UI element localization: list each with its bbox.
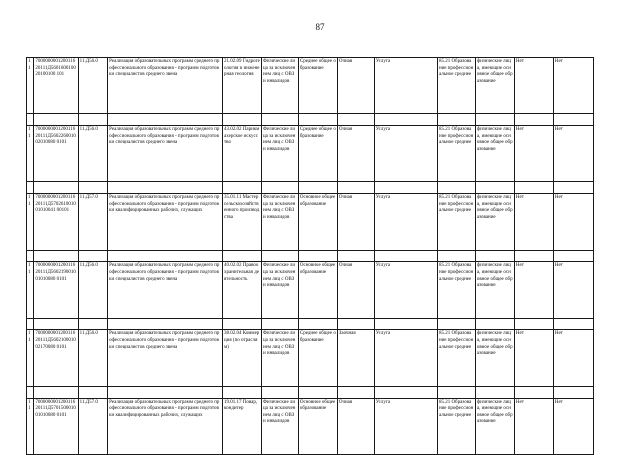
- row-spacer: [27, 318, 594, 330]
- service-type-cell: Услуга: [374, 330, 437, 386]
- service-type-cell: Услуга: [374, 262, 437, 318]
- spacer-cell: [553, 114, 593, 126]
- spacer-cell: [27, 386, 34, 398]
- spacer-cell: [514, 250, 553, 262]
- row-number-cell: 11: [27, 126, 34, 182]
- spacer-cell: [514, 114, 553, 126]
- flag-cell: Нет: [514, 398, 553, 454]
- service-group-cell: 11.Д57.0: [78, 194, 108, 250]
- okved-cell: 85.21 Образование профессиональное среднее: [437, 398, 475, 454]
- service-group-cell: 11.Д57.0: [78, 398, 108, 454]
- flag-cell: Нет: [514, 330, 553, 386]
- service-type-cell: Услуга: [374, 194, 437, 250]
- spacer-cell: [223, 386, 262, 398]
- table-row: [27, 330, 594, 386]
- spacer-cell: [27, 318, 34, 330]
- consumers-cell: физические лица, имеющие основное общее образование: [475, 126, 514, 182]
- flag-cell: Нет: [514, 58, 553, 114]
- spacer-cell: [108, 318, 223, 330]
- service-group-cell: 11.Д56.0: [78, 58, 108, 114]
- row-number-cell: 11: [27, 330, 34, 386]
- base-education-cell: Основное общее образование: [298, 262, 337, 318]
- spacer-cell: [298, 386, 337, 398]
- spacer-cell: [78, 114, 108, 126]
- consumers-cell: физические лица, имеющие основное общее образование: [475, 262, 514, 318]
- row-number-cell: 11: [27, 194, 34, 250]
- spacer-cell: [223, 114, 262, 126]
- spacer-cell: [298, 318, 337, 330]
- consumer-category-cell: Физические лица за исключением лиц с ОВЗ и инвалидов: [261, 58, 298, 114]
- spacer-cell: [34, 386, 78, 398]
- spacer-cell: [437, 250, 475, 262]
- consumer-category-cell: Физические лица за исключением лиц с ОВЗ и инвалидов: [261, 398, 298, 454]
- specialty-cell: 35.01.11 Мастер сельскохозяйственного производства: [223, 194, 262, 250]
- specialty-cell: 21.02.09 Гидрогеология и инженерная геология: [223, 58, 262, 114]
- study-form-cell: Очная: [337, 262, 374, 318]
- flag-cell: Нет: [553, 58, 593, 114]
- specialty-cell: 19.01.17 Повар, кондитер: [223, 398, 262, 454]
- flag-cell: Нет: [553, 126, 593, 182]
- study-form-cell: Очная: [337, 194, 374, 250]
- spacer-cell: [298, 114, 337, 126]
- spacer-cell: [475, 182, 514, 194]
- spacer-cell: [374, 114, 437, 126]
- service-group-cell: 11.Д56.0: [78, 262, 108, 318]
- spacer-cell: [298, 182, 337, 194]
- consumers-cell: физические лица, имеющие основное общее образование: [475, 194, 514, 250]
- consumer-category-cell: Физические лица за исключением лиц с ОВЗ и инвалидов: [261, 330, 298, 386]
- spacer-cell: [437, 318, 475, 330]
- flag-cell: Нет: [514, 126, 553, 182]
- spacer-cell: [437, 182, 475, 194]
- study-form-cell: Очная: [337, 58, 374, 114]
- consumers-cell: физические лица, имеющие основное общее образование: [475, 398, 514, 454]
- spacer-cell: [261, 114, 298, 126]
- service-name-cell: Реализация образовательных программ среднего профессионального образования - программ подготовки специалистов среднего звена: [108, 262, 223, 318]
- okved-cell: 85.21 Образование профессиональное среднее: [437, 330, 475, 386]
- service-group-cell: 11.Д56.0: [78, 126, 108, 182]
- spacer-cell: [514, 182, 553, 194]
- consumers-cell: физические лица, имеющие основное общее образование: [475, 330, 514, 386]
- row-number-cell: 11: [27, 58, 34, 114]
- study-form-cell: Очная: [337, 126, 374, 182]
- row-number-cell: 11: [27, 262, 34, 318]
- page-number: 87: [315, 22, 325, 32]
- base-education-cell: Основное общее образование: [298, 194, 337, 250]
- spacer-cell: [223, 182, 262, 194]
- consumer-category-cell: Физические лица за исключением лиц с ОВЗ и инвалидов: [261, 126, 298, 182]
- table-row: [27, 194, 594, 250]
- table-row: [27, 58, 594, 114]
- base-education-cell: Основное общее образование: [298, 398, 337, 454]
- spacer-cell: [337, 114, 374, 126]
- flag-cell: Нет: [553, 398, 593, 454]
- spacer-cell: [337, 250, 374, 262]
- service-name-cell: Реализация образовательных программ среднего профессионального образования - программ подготовки квалифицированных рабочих, служащих: [108, 398, 223, 454]
- registry-code-cell: 700000000120011620111Д560210001002170080 0101: [34, 330, 78, 386]
- service-type-cell: Услуга: [374, 398, 437, 454]
- spacer-cell: [78, 182, 108, 194]
- spacer-cell: [108, 250, 223, 262]
- flag-cell: Нет: [553, 194, 593, 250]
- spacer-cell: [374, 318, 437, 330]
- spacer-cell: [337, 318, 374, 330]
- specialty-cell: 40.02.02 Правоохранительная деятельность: [223, 262, 262, 318]
- registry-code-cell: 700000000120011620111Д570150001001010080 0101: [34, 398, 78, 454]
- row-spacer: [27, 386, 594, 398]
- table-row: [27, 262, 594, 318]
- spacer-cell: [27, 114, 34, 126]
- spacer-cell: [27, 250, 34, 262]
- registry-code-cell: 700000000120011620111Д570261001001010041 00101: [34, 194, 78, 250]
- spacer-cell: [475, 386, 514, 398]
- okved-cell: 85.21 Образование профессиональное среднее: [437, 262, 475, 318]
- flag-cell: Нет: [553, 330, 593, 386]
- registry-code-cell: 700000000120011620111Д560219001001010080 0101: [34, 262, 78, 318]
- service-group-cell: 11.Д56.0: [78, 330, 108, 386]
- table-row: [27, 126, 594, 182]
- service-type-cell: Услуга: [374, 58, 437, 114]
- row-spacer: [27, 182, 594, 194]
- table-row: [27, 398, 594, 454]
- spacer-cell: [261, 250, 298, 262]
- registry-code-cell: 700000000120011620111Д560160010020100100 101: [34, 58, 78, 114]
- okved-cell: 85.21 Образование профессиональное среднее: [437, 58, 475, 114]
- spacer-cell: [78, 386, 108, 398]
- service-name-cell: Реализация образовательных программ среднего профессионального образования - программ подготовки квалифицированных рабочих, служащих: [108, 194, 223, 250]
- spacer-cell: [261, 386, 298, 398]
- base-education-cell: Среднее общее образование: [298, 58, 337, 114]
- spacer-cell: [514, 386, 553, 398]
- registry-table: [26, 57, 594, 455]
- okved-cell: 85.21 Образование профессиональное среднее: [437, 126, 475, 182]
- spacer-cell: [223, 318, 262, 330]
- spacer-cell: [475, 114, 514, 126]
- spacer-cell: [261, 182, 298, 194]
- spacer-cell: [261, 318, 298, 330]
- spacer-cell: [374, 250, 437, 262]
- service-name-cell: Реализация образовательных программ среднего профессионального образования - программ подготовки специалистов среднего звена: [108, 330, 223, 386]
- spacer-cell: [78, 250, 108, 262]
- spacer-cell: [553, 318, 593, 330]
- flag-cell: Нет: [514, 262, 553, 318]
- spacer-cell: [337, 386, 374, 398]
- row-number-cell: 11: [27, 398, 34, 454]
- spacer-cell: [78, 318, 108, 330]
- flag-cell: Нет: [553, 262, 593, 318]
- spacer-cell: [298, 250, 337, 262]
- spacer-cell: [108, 182, 223, 194]
- registry-code-cell: 700000000120011620111Д560226001002010080 0101: [34, 126, 78, 182]
- service-name-cell: Реализация образовательных программ среднего профессионального образования - программ подготовки специалистов среднего звена: [108, 126, 223, 182]
- spacer-cell: [337, 182, 374, 194]
- row-spacer: [27, 114, 594, 126]
- spacer-cell: [34, 250, 78, 262]
- spacer-cell: [475, 250, 514, 262]
- spacer-cell: [223, 250, 262, 262]
- spacer-cell: [437, 114, 475, 126]
- spacer-cell: [34, 318, 78, 330]
- consumers-cell: физические лица, имеющие основное общее образование: [475, 58, 514, 114]
- specialty-cell: 38.02.04 Коммерция (по отраслям): [223, 330, 262, 386]
- row-spacer: [27, 250, 594, 262]
- spacer-cell: [108, 114, 223, 126]
- spacer-cell: [34, 182, 78, 194]
- spacer-cell: [553, 182, 593, 194]
- spacer-cell: [553, 250, 593, 262]
- service-type-cell: Услуга: [374, 126, 437, 182]
- service-name-cell: Реализация образовательных программ среднего профессионального образования - программ подготовки специалистов среднего звена: [108, 58, 223, 114]
- okved-cell: 85.21 Образование профессиональное среднее: [437, 194, 475, 250]
- spacer-cell: [437, 386, 475, 398]
- specialty-cell: 43.02.02 Парикмахерское искусство: [223, 126, 262, 182]
- study-form-cell: Заочная: [337, 330, 374, 386]
- base-education-cell: Среднее общее образование: [298, 126, 337, 182]
- spacer-cell: [27, 182, 34, 194]
- consumer-category-cell: Физические лица за исключением лиц с ОВЗ и инвалидов: [261, 262, 298, 318]
- spacer-cell: [34, 114, 78, 126]
- spacer-cell: [108, 386, 223, 398]
- spacer-cell: [553, 386, 593, 398]
- base-education-cell: Среднее общее образование: [298, 330, 337, 386]
- spacer-cell: [514, 318, 553, 330]
- spacer-cell: [374, 386, 437, 398]
- consumer-category-cell: Физические лица за исключением лиц с ОВЗ и инвалидов: [261, 194, 298, 250]
- flag-cell: Нет: [514, 194, 553, 250]
- study-form-cell: Очная: [337, 398, 374, 454]
- spacer-cell: [374, 182, 437, 194]
- spacer-cell: [475, 318, 514, 330]
